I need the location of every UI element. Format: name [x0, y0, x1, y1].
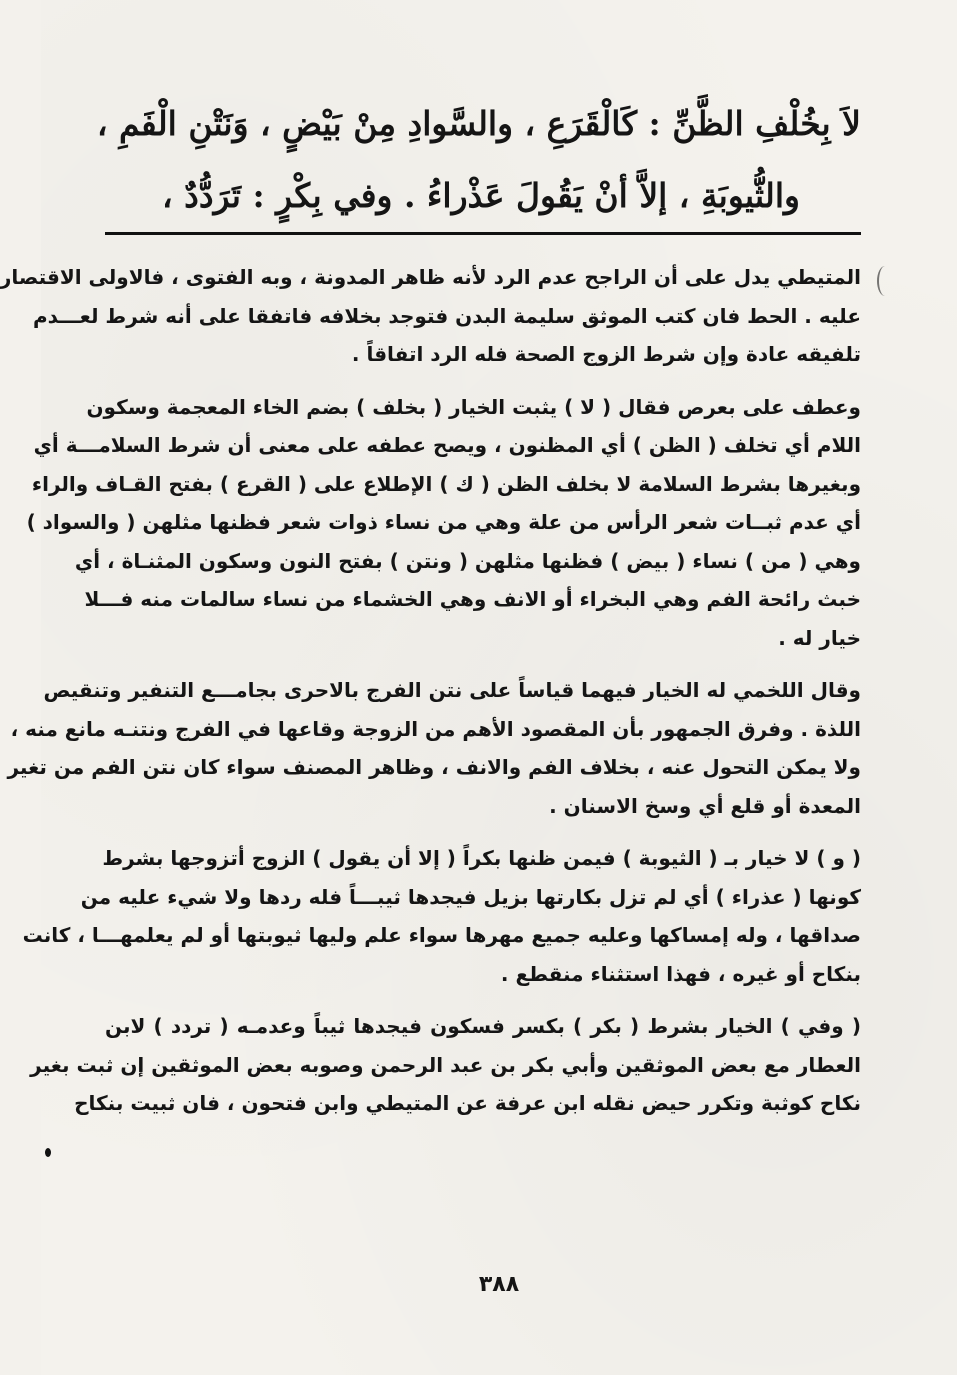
text-line: اللام أي تخلف ( الظن ) أي المظنون ، ويصح عطفه على معنى أن شرط السلامـــة أي: [33, 433, 861, 457]
matn-line-2: والثُّيوبَةِ ، إلاَّ أنْ يَقُولَ عَذْراءُ . وفي بِكْرٍ : تَرَدُّدٌ ،: [162, 176, 800, 215]
text-line: أي عدم ثبــات شعر الرأس من علة وهي من نساء ذوات شعر فظنها مثلهن ( والسواد ): [26, 510, 861, 534]
text-line: ( وفي ) الخيار بشرط ( بكر ) بكسر فسكون فيجدها ثيباً وعدمـه ( تردد ) لابن: [105, 1014, 861, 1038]
text-line: خيار له .: [778, 625, 861, 650]
text-line: وهي ( من ) نساء ( بيض ) فظنها مثلهن ( ونتن ) بفتح النون وسكون المثنـاة ، أي: [74, 548, 861, 573]
text-line: نكاح كوثبة وتكرر حيض نقله ابن عرفة عن المتيطي وابن فتحون ، فان ثبيت بنكاح: [74, 1091, 861, 1115]
text-line: اللذة . وفرق الجمهور بأن المقصود الأهم من الزوجة وقاعها في الفرج ونتنـه مانع منه ،: [10, 716, 861, 741]
matn-line-1: لاَ بِخُلْفِ الظَّنِّ : كَالْقَرَعِ ، والسَّوادِ مِنْ بَيْضٍ ، وَنَتْنِ الْفَمِ ،: [96, 104, 861, 143]
page-number: ٣٨٨: [478, 1272, 520, 1297]
text-line: صداقها ، وله إمساكها وعليه جميع مهرها سواء علم وليها ثيوبتها أو لم يعلمهـــا ، كانت: [22, 923, 861, 947]
matn-text: [96, 88, 861, 232]
paragraph: [26, 388, 861, 658]
text-line: وقال اللخمي له الخيار فيهما قياساً على نتن الفرج بالاحرى بجامـــع التنفير وتنقيص: [43, 678, 861, 702]
paragraph: [7, 671, 861, 825]
paragraph: [30, 1007, 861, 1123]
text-line: وعطف على بعرص فقال ( لا ) يثبت الخيار ( بخلف ) بضم الخاء المعجمة وسكون: [86, 394, 861, 419]
text-line: المتيطي يدل على أن الراجح عدم الرد لأنه ظاهر المدونة ، وبه الفتوى ، فالاولى الاقتصار: [0, 265, 861, 289]
text-line: بنكاح أو غيره ، فهذا استثناء منقطع .: [500, 961, 861, 986]
paragraph: [0, 258, 861, 374]
margin-dot: [45, 1148, 51, 1157]
margin-mark: [877, 266, 893, 296]
text-line: عليه . الحط فان كتب الموثق سليمة البدن فتوجد بخلافه فاتفقا على أنه شرط لعـــدم: [32, 303, 861, 328]
commentary-body: [0, 258, 861, 1137]
text-line: خبث رائحة الفم وهي البخراء أو الانف وهي الخشماء من نساء سالمات منه فـــلا: [84, 587, 861, 611]
separator-rule: [105, 232, 861, 235]
text-line: ولا يمكن التحول عنه ، بخلاف الفم والانف ، وظاهر المصنف سواء كان نتن الفم من تغير: [7, 755, 861, 779]
text-line: العطار مع بعض الموثقين وأبي بكر بن عبد الرحمن وصوبه بعض الموثقين إن ثبت بغير: [30, 1052, 861, 1077]
text-line: وبغيرها بشرط السلامة لا بخلف الظن ( ك ) الإطلاع على ( القرع ) بفتح القـاف والراء: [31, 471, 861, 496]
text-line: المعدة أو قلع أي وسخ الاسنان .: [549, 793, 861, 818]
text-line: ( و ) لا خيار بـ ( الثيوبة ) فيمن ظنها بكراً ( إلا أن يقول ) الزوج أتزوجها بشرط: [102, 846, 861, 870]
paragraph: [22, 839, 861, 993]
text-line: تلفيقه عادة وإن شرط الزوج الصحة فله الرد اتفاقاً .: [351, 342, 861, 366]
text-line: كونها ( عذراء ) أي لم تزل بكارتها بزيل فيجدها ثيبـــاً فله ردها ولا شيء عليه من: [80, 884, 861, 909]
